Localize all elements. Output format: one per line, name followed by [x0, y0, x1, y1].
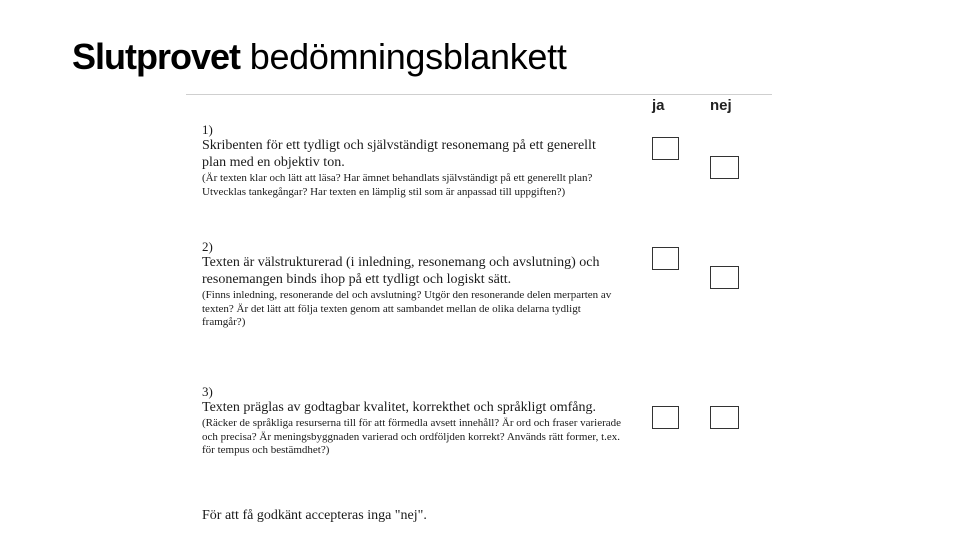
column-header-yes: ja: [652, 97, 665, 114]
criterion-3-yes-checkbox[interactable]: [652, 406, 679, 429]
scanned-assessment-form: [186, 94, 774, 540]
criterion-3-hint: (Räcker de språkliga resurserna till för att förmedla avsett innehåll? Är ord och fraser varierade och precisa? Är meningsbyggnaden varierad och ordföljden korrekt? Används rätt former, t.ex. för tempus och bestämdhet?): [202, 417, 622, 456]
criterion-3: [202, 384, 622, 458]
footer-note: För att få godkänt accepteras inga "nej".: [202, 508, 427, 523]
slide-title-rest: bedömningsblankett: [240, 36, 567, 77]
criterion-2-yes-checkbox[interactable]: [652, 247, 679, 270]
column-header-no: nej: [710, 97, 732, 114]
form-top-rule: [186, 94, 772, 95]
criterion-1-hint: (Är texten klar och lätt att läsa? Har ämnet behandlats självständigt på ett generellt plan? Utvecklas tankegångar? Har texten en lämplig stil som är anpassad till uppgiften?): [202, 172, 593, 198]
criterion-2-no-checkbox[interactable]: [710, 266, 739, 289]
criterion-1-statement: Skribenten för ett tydligt och självständigt resonemang på ett generellt plan med en objektiv ton.: [202, 138, 596, 170]
slide-title: [72, 36, 567, 78]
criterion-2-number: 2): [202, 239, 213, 254]
criterion-3-number: 3): [202, 384, 213, 399]
criterion-2-hint: (Finns inledning, resonerande del och avslutning? Utgör den resonerande delen merparten av texten? Är det lätt att följa texten genom att sambandet mellan de olika delarna tydligt framgår?): [202, 289, 612, 328]
criterion-2: [202, 239, 622, 330]
criterion-2-statement: Texten är välstrukturerad (i inledning, resonemang och avslutning) och resonemangen binds ihop på ett tydligt och logiskt sätt.: [202, 255, 600, 287]
criterion-1-number: 1): [202, 122, 213, 137]
criterion-1-yes-checkbox[interactable]: [652, 137, 679, 160]
slide-title-bold: Slutprovet: [72, 36, 241, 77]
criterion-1: [202, 122, 622, 199]
criterion-3-no-checkbox[interactable]: [710, 406, 739, 429]
criterion-1-no-checkbox[interactable]: [710, 156, 739, 179]
criterion-3-statement: Texten präglas av godtagbar kvalitet, korrekthet och språkligt omfång.: [202, 400, 597, 415]
